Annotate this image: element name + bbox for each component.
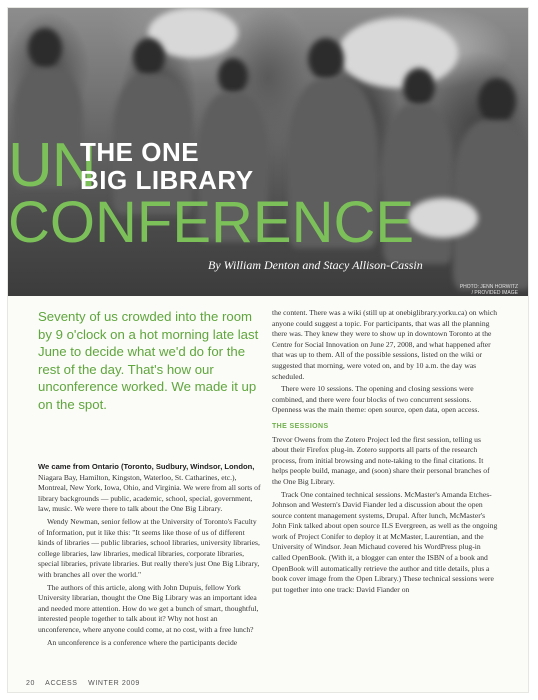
- right-paragraph-2: There were 10 sessions. The opening and closing sessions were combined, and there were four blocks of two concurrent sessions. Openness was the main theme: open source, open data, open access.: [272, 384, 480, 415]
- title-un: UN: [8, 131, 96, 200]
- right-column: [272, 308, 498, 597]
- left-paragraph-4: An unconference is a conference where the participants decide: [47, 637, 238, 647]
- page-number: 20: [26, 680, 35, 687]
- left-paragraph-1: [38, 462, 262, 515]
- right-paragraph-3: Trevor Owens from the Zotero Project led the first session, telling us about their Firefox plug-in. Zotero supports all parts of the research process, from initial browsing and note-taking to the final citations. It helps people build, manage, and (soon) share their personal branches of the One Big Library.: [272, 434, 490, 486]
- issue-label: WINTER 2009: [88, 680, 140, 687]
- right-paragraph-4: Track One contained technical sessions. McMaster's Amanda Etches-Johnson and Western's David Fiander led a discussion about the open source content management systems, Drupal. After lunch, McMaster's John Fink talked about open source ILS Evergreen, as well as the ongoing work of Project Conifer to deploy it at McMaster, Laurentian, and the University of Windsor. Jean Michaud covered his WordPress plug-in called OpenBook. (With it, a blogger can enter the ISBN of a book and OpenBook will automatically retrieve the author and title details, plus a book cover image from the Open Library.) These technical sessions were put together into one track: David Fiander on: [272, 489, 498, 594]
- right-paragraph-1: the content. There was a wiki (still up at onebiglibrary.yorku.ca) on which anyone could suggest a topic. For participants, that was all the planning there was. They knew they were to show up in downtown Toronto at the Centre for Social Innovation on June 27, 2008, and what happened after that was up to them. All of the possible sessions, listed on the wiki or suggested that morning, were voted on, and by 10 a.m. the day was scheduled.: [272, 308, 498, 381]
- byline: By William Denton and Stacy Allison-Cassin: [208, 258, 423, 272]
- magazine-page: [8, 8, 528, 692]
- left-column: [38, 462, 262, 650]
- photo-credit: PHOTO: JENN HORWITZ / PROVIDED IMAGE: [459, 284, 518, 296]
- publication-name: ACCESS: [45, 680, 78, 687]
- page-footer: [26, 680, 148, 687]
- paragraph-lead-in: We came from Ontario (Toronto, Sudbury, Windsor, London,: [38, 462, 255, 471]
- conference-photo: [8, 8, 528, 296]
- lead-paragraph: Seventy of us crowded into the room by 9 o'clock on a hot morning late last June to decide what we'd do for the rest of the day. That's how our unconference worked. We made it up on the spot.: [38, 309, 259, 412]
- title-conference: CONFERENCE: [8, 190, 415, 255]
- left-paragraph-3: The authors of this article, along with John Dupuis, fellow York University librarian, thought the One Big Library was an important idea and needed more attention. How do we get a bunch of smart, thoughtful, interested people together to talk about it? Why not host an unconference, where anyone could come, at no cost, with a free lunch?: [38, 582, 259, 634]
- title-the-one: THE ONE: [80, 137, 200, 167]
- left-paragraph-2: Wendy Newman, senior fellow at the University of Toronto's Faculty of Information, put it like this: "It seems like those of us of different kinds of libraries — public libraries, school libraries, university libraries, college libraries, law libraries, medical libraries, corporate libraries, special libraries, private libraries. But really there's just One Big Library, with branches all over the world.": [38, 516, 260, 579]
- section-heading-sessions: THE SESSIONS: [272, 422, 329, 430]
- title-big-library: BIG LIBRARY: [80, 165, 254, 195]
- left-paragraph-1-rest: Niagara Bay, Hamilton, Kingston, Waterloo, St. Catharines, etc.), Montreal, New York, Iowa, Ohio, and Virginia. We were from all sorts of library backgrounds — public, academic, school, special, government, law, music. We were there to talk about the One Big Library.: [38, 472, 261, 514]
